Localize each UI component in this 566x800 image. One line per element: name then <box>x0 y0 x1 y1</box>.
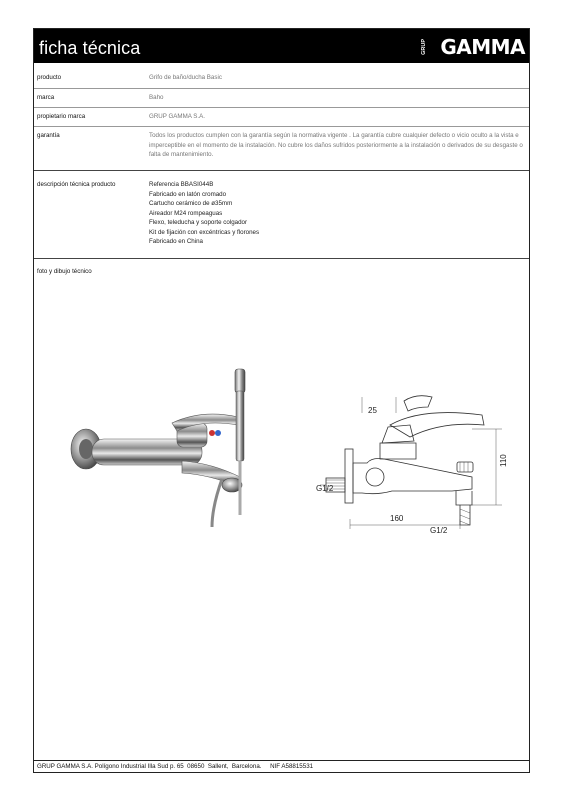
brand-prefix: GRUP <box>421 39 427 55</box>
dim-110-label: 110 <box>499 454 508 467</box>
header-bar <box>34 29 529 63</box>
divider <box>34 88 529 89</box>
field-label: marca <box>37 94 55 101</box>
footer <box>34 760 529 772</box>
technical-line: Referencia BBASI044B <box>149 181 214 188</box>
hand-shower-photo <box>229 367 251 517</box>
technical-line: Cartucho cerámico de ø35mm <box>149 200 233 207</box>
footer-text: GRUP GAMMA S.A. Polígono Industrial Illa Sud p. 65 08650 Sallent, Barcelona. NIF A58815531 <box>37 763 314 770</box>
divider <box>34 126 529 127</box>
technical-line: Fabricado en latón cromado <box>149 190 227 198</box>
divider <box>34 170 529 171</box>
dim-25-label: 25 <box>368 406 377 415</box>
thread-bottom-label: G1/2 <box>430 526 448 535</box>
product-photo <box>62 367 237 527</box>
dim-160-label: 160 <box>390 514 404 523</box>
field-value: Grifo de baño/ducha Basic <box>149 74 222 81</box>
field-label: descripción técnica producto <box>37 181 116 188</box>
field-label: foto y dibujo técnico <box>37 268 92 275</box>
technical-line: Kit de fijación con excéntricas y florones <box>149 228 260 236</box>
field-label: propietario marca <box>37 113 86 120</box>
page-title: ficha técnica <box>39 38 141 58</box>
field-label: producto <box>37 74 62 81</box>
field-value: GRUP GAMMA S.A. <box>149 113 205 120</box>
thread-top-label: G1/2 <box>316 484 334 493</box>
technical-line: Fabricado en China <box>149 238 204 245</box>
technical-drawing <box>292 367 508 537</box>
technical-line: Aireador M24 rompeaguas <box>149 209 223 217</box>
brand-name: GAMMA <box>440 35 525 59</box>
technical-line: Flexo, teleducha y soporte colgador <box>149 219 248 226</box>
datasheet <box>33 28 530 773</box>
field-label: garantía <box>37 132 60 139</box>
technical-lines <box>149 180 525 247</box>
field-value: Todos los productos cumplen con la garantía según la normativa vigente . La garantía cubre cualquier defecto o vicio oculto a la vista e imperceptible en el momento de la instalación. No cubre los daños sufridos posteriormente a la instalación o derivados de su desgaste o falta de mantenimiento. <box>149 132 523 158</box>
divider <box>34 107 529 108</box>
field-value: Baho <box>149 94 164 101</box>
divider <box>34 258 529 259</box>
